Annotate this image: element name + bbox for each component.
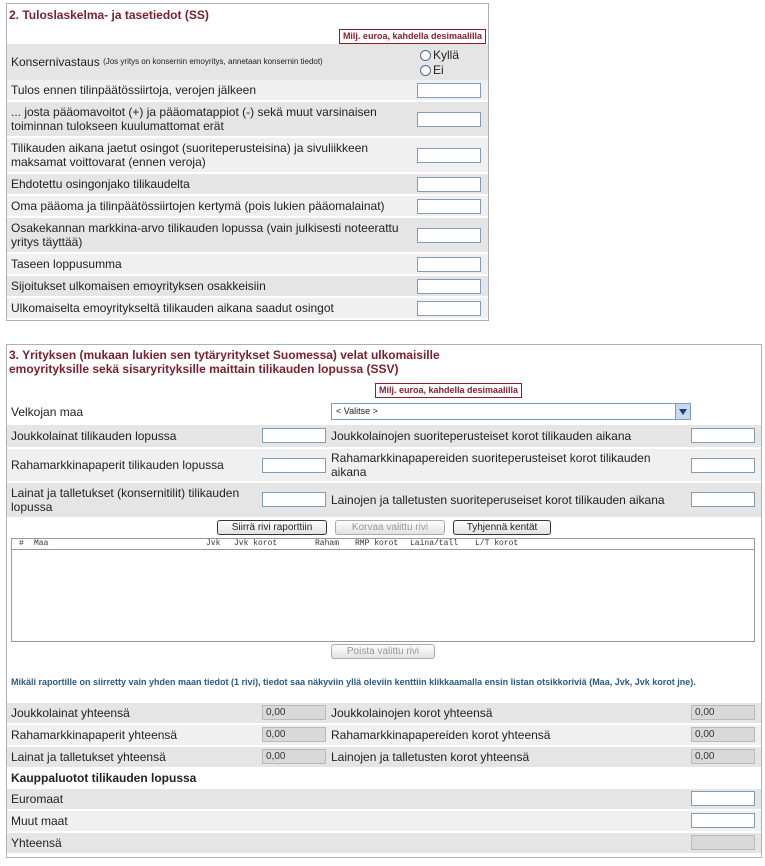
- radio-icon[interactable]: [420, 50, 431, 61]
- total-right-label: Joukkolainojen korot yhteensä: [331, 706, 493, 720]
- trade-row-muut-maat: [7, 811, 761, 831]
- trade-heading: Kauppaluotot tilikauden lopussa: [11, 771, 197, 785]
- trade-row-yhteensa: [7, 833, 761, 853]
- col-rmp-korot[interactable]: RMP korot: [355, 539, 399, 548]
- total-right-value: 0,00: [691, 727, 755, 742]
- total-left-value: 0,00: [262, 705, 326, 720]
- country-label: Velkojan maa: [11, 405, 84, 419]
- muut-maat-input[interactable]: [691, 813, 755, 828]
- pair-row-joukkolainat: [7, 425, 761, 447]
- move-row-button[interactable]: Siirrä rivi raporttiin: [217, 520, 327, 535]
- unit-note: Milj. euroa, kahdella desimaalilla: [339, 29, 486, 44]
- total-left-label: Lainat ja talletukset yhteensä: [11, 750, 166, 764]
- section-2-title: 2. Tuloslaskelma- ja tasetiedot (SS): [9, 8, 209, 22]
- trade-label: Muut maat: [11, 814, 68, 828]
- rahamarkkina-korot-input[interactable]: [691, 458, 755, 473]
- total-row-joukkolainat: [7, 703, 761, 723]
- chevron-down-icon[interactable]: [675, 404, 690, 419]
- value-input[interactable]: [417, 148, 481, 163]
- pair-left-label: Lainat ja talletukset (konsernitilit) tilikauden lopussa: [11, 486, 240, 514]
- radio-icon[interactable]: [420, 65, 431, 76]
- value-input[interactable]: [417, 257, 481, 272]
- pair-row-lainat: [7, 483, 761, 517]
- lainat-korot-input[interactable]: [691, 492, 755, 507]
- col-raham[interactable]: Raham: [315, 539, 340, 548]
- row-taseen-loppusumma: [7, 254, 488, 274]
- row-osingonjako: [7, 174, 488, 194]
- row-label: Ehdotettu osingonjako tilikaudelta: [11, 177, 190, 191]
- rahamarkkina-input[interactable]: [262, 458, 326, 473]
- konserni-no-option[interactable]: Ei: [420, 63, 444, 77]
- total-left-label: Rahamarkkinapaperit yhteensä: [11, 728, 178, 742]
- total-right-label: Lainojen ja talletusten korot yhteensä: [331, 750, 530, 764]
- konserni-label: Konsernivastaus (Jos yritys on konsernin emoyritys, annetaan konsernin tiedot): [11, 55, 323, 69]
- replace-row-button[interactable]: Korvaa valittu rivi: [335, 520, 445, 535]
- row-osingot: [7, 138, 488, 172]
- col-num[interactable]: #: [19, 539, 24, 548]
- pair-right-label: Rahamarkkinapapereiden suoriteperusteiset korot tilikauden aikana: [331, 451, 651, 479]
- lainat-input[interactable]: [262, 492, 326, 507]
- value-input[interactable]: [417, 199, 481, 214]
- value-input[interactable]: [417, 112, 481, 127]
- col-jvk[interactable]: Jvk: [206, 539, 221, 548]
- col-lt-korot[interactable]: L/T korot: [475, 539, 519, 548]
- row-label: ... josta pääomavoitot (+) ja pääomatappiot (-) sekä muut varsinaisen toiminnan tulokseen kuulumattomat erät: [11, 105, 377, 133]
- trade-label: Yhteensä: [11, 836, 62, 850]
- row-markkina-arvo: [7, 218, 488, 252]
- report-list[interactable]: [11, 538, 755, 642]
- value-input[interactable]: [417, 177, 481, 192]
- trade-row-euromaat: [7, 789, 761, 809]
- value-input[interactable]: [417, 301, 481, 316]
- section-3-title: 3. Yrityksen (mukaan lukien sen tytäryritykset Suomessa) velat ulkomaisille emoyrityksille sekä sisaryrityksille maittain tilikauden lopussa (SSV): [9, 348, 440, 376]
- col-laina-tall[interactable]: Laina/tall: [410, 539, 459, 548]
- row-sijoitukset: [7, 276, 488, 296]
- row-paaomavoitot: [7, 102, 488, 136]
- row-label: Sijoitukset ulkomaisen emoyrityksen osakkeisiin: [11, 279, 266, 293]
- col-maa[interactable]: Maa: [34, 539, 49, 548]
- pair-left-label: Rahamarkkinapaperit tilikauden lopussa: [11, 458, 224, 472]
- euromaat-input[interactable]: [691, 791, 755, 806]
- row-tulos: [7, 80, 488, 100]
- clear-fields-button[interactable]: Tyhjennä kentät: [453, 520, 551, 535]
- info-note: Mikäli raportille on siirretty vain yhden maan tiedot (1 rivi), tiedot saa näkyviin yllä oleviin kenttiin klikkaamalla ensin listan otsikkoriviä (Maa, Jvk, Jvk korot jne).: [11, 677, 696, 687]
- trade-total-value: [691, 835, 755, 850]
- total-right-value: 0,00: [691, 705, 755, 720]
- value-input[interactable]: [417, 228, 481, 243]
- total-right-value: 0,00: [691, 749, 755, 764]
- section-3-panel: [6, 344, 762, 858]
- value-input[interactable]: [417, 83, 481, 98]
- joukkolainat-input[interactable]: [262, 428, 326, 443]
- total-left-value: 0,00: [262, 727, 326, 742]
- unit-note: Milj. euroa, kahdella desimaalilla: [375, 383, 522, 398]
- joukkolainat-korot-input[interactable]: [691, 428, 755, 443]
- value-input[interactable]: [417, 279, 481, 294]
- pair-left-label: Joukkolainat tilikauden lopussa: [11, 429, 177, 443]
- row-label: Taseen loppusumma: [11, 257, 122, 271]
- row-label: Oma pääoma ja tilinpäätössiirtojen kertymä (pois lukien pääomalainat): [11, 199, 385, 213]
- pair-right-label: Lainojen ja talletusten suoriteperuseiset korot tilikauden aikana: [331, 493, 665, 507]
- konserni-yes-option[interactable]: Kyllä: [420, 48, 459, 62]
- total-row-lainat: [7, 747, 761, 767]
- pair-row-rahamarkkina: [7, 449, 761, 481]
- row-label: Tilikauden aikana jaetut osingot (suoriteperusteisina) ja sivuliikkeen maksamat voittovarat (ennen veroja): [11, 141, 369, 169]
- col-jvk-korot[interactable]: Jvk korot: [234, 539, 278, 548]
- row-label: Osakekannan markkina-arvo tilikauden lopussa (vain julkisesti noteerattu yritys täyttää): [11, 221, 399, 249]
- country-select[interactable]: < Valitse >: [331, 403, 691, 420]
- row-label: Ulkomaiselta emoyritykseltä tilikauden aikana saadut osingot: [11, 301, 334, 315]
- konserni-row: [7, 44, 488, 80]
- row-label: Tulos ennen tilinpäätössiirtoja, verojen jälkeen: [11, 83, 257, 97]
- row-saadut-osingot: [7, 298, 488, 318]
- trade-label: Euromaat: [11, 792, 64, 806]
- total-left-value: 0,00: [262, 749, 326, 764]
- pair-right-label: Joukkolainojen suoriteperusteiset korot tilikauden aikana: [331, 429, 632, 443]
- total-row-rahamarkkina: [7, 725, 761, 745]
- konserni-sublabel: (Jos yritys on konsernin emoyritys, annetaan konsernin tiedot): [103, 57, 323, 66]
- section-2-panel: [6, 3, 489, 321]
- total-left-label: Joukkolainat yhteensä: [11, 706, 130, 720]
- row-oma-paaoma: [7, 196, 488, 216]
- delete-row-button[interactable]: Poista valittu rivi: [331, 644, 435, 659]
- total-right-label: Rahamarkkinapapereiden korot yhteensä: [331, 728, 551, 742]
